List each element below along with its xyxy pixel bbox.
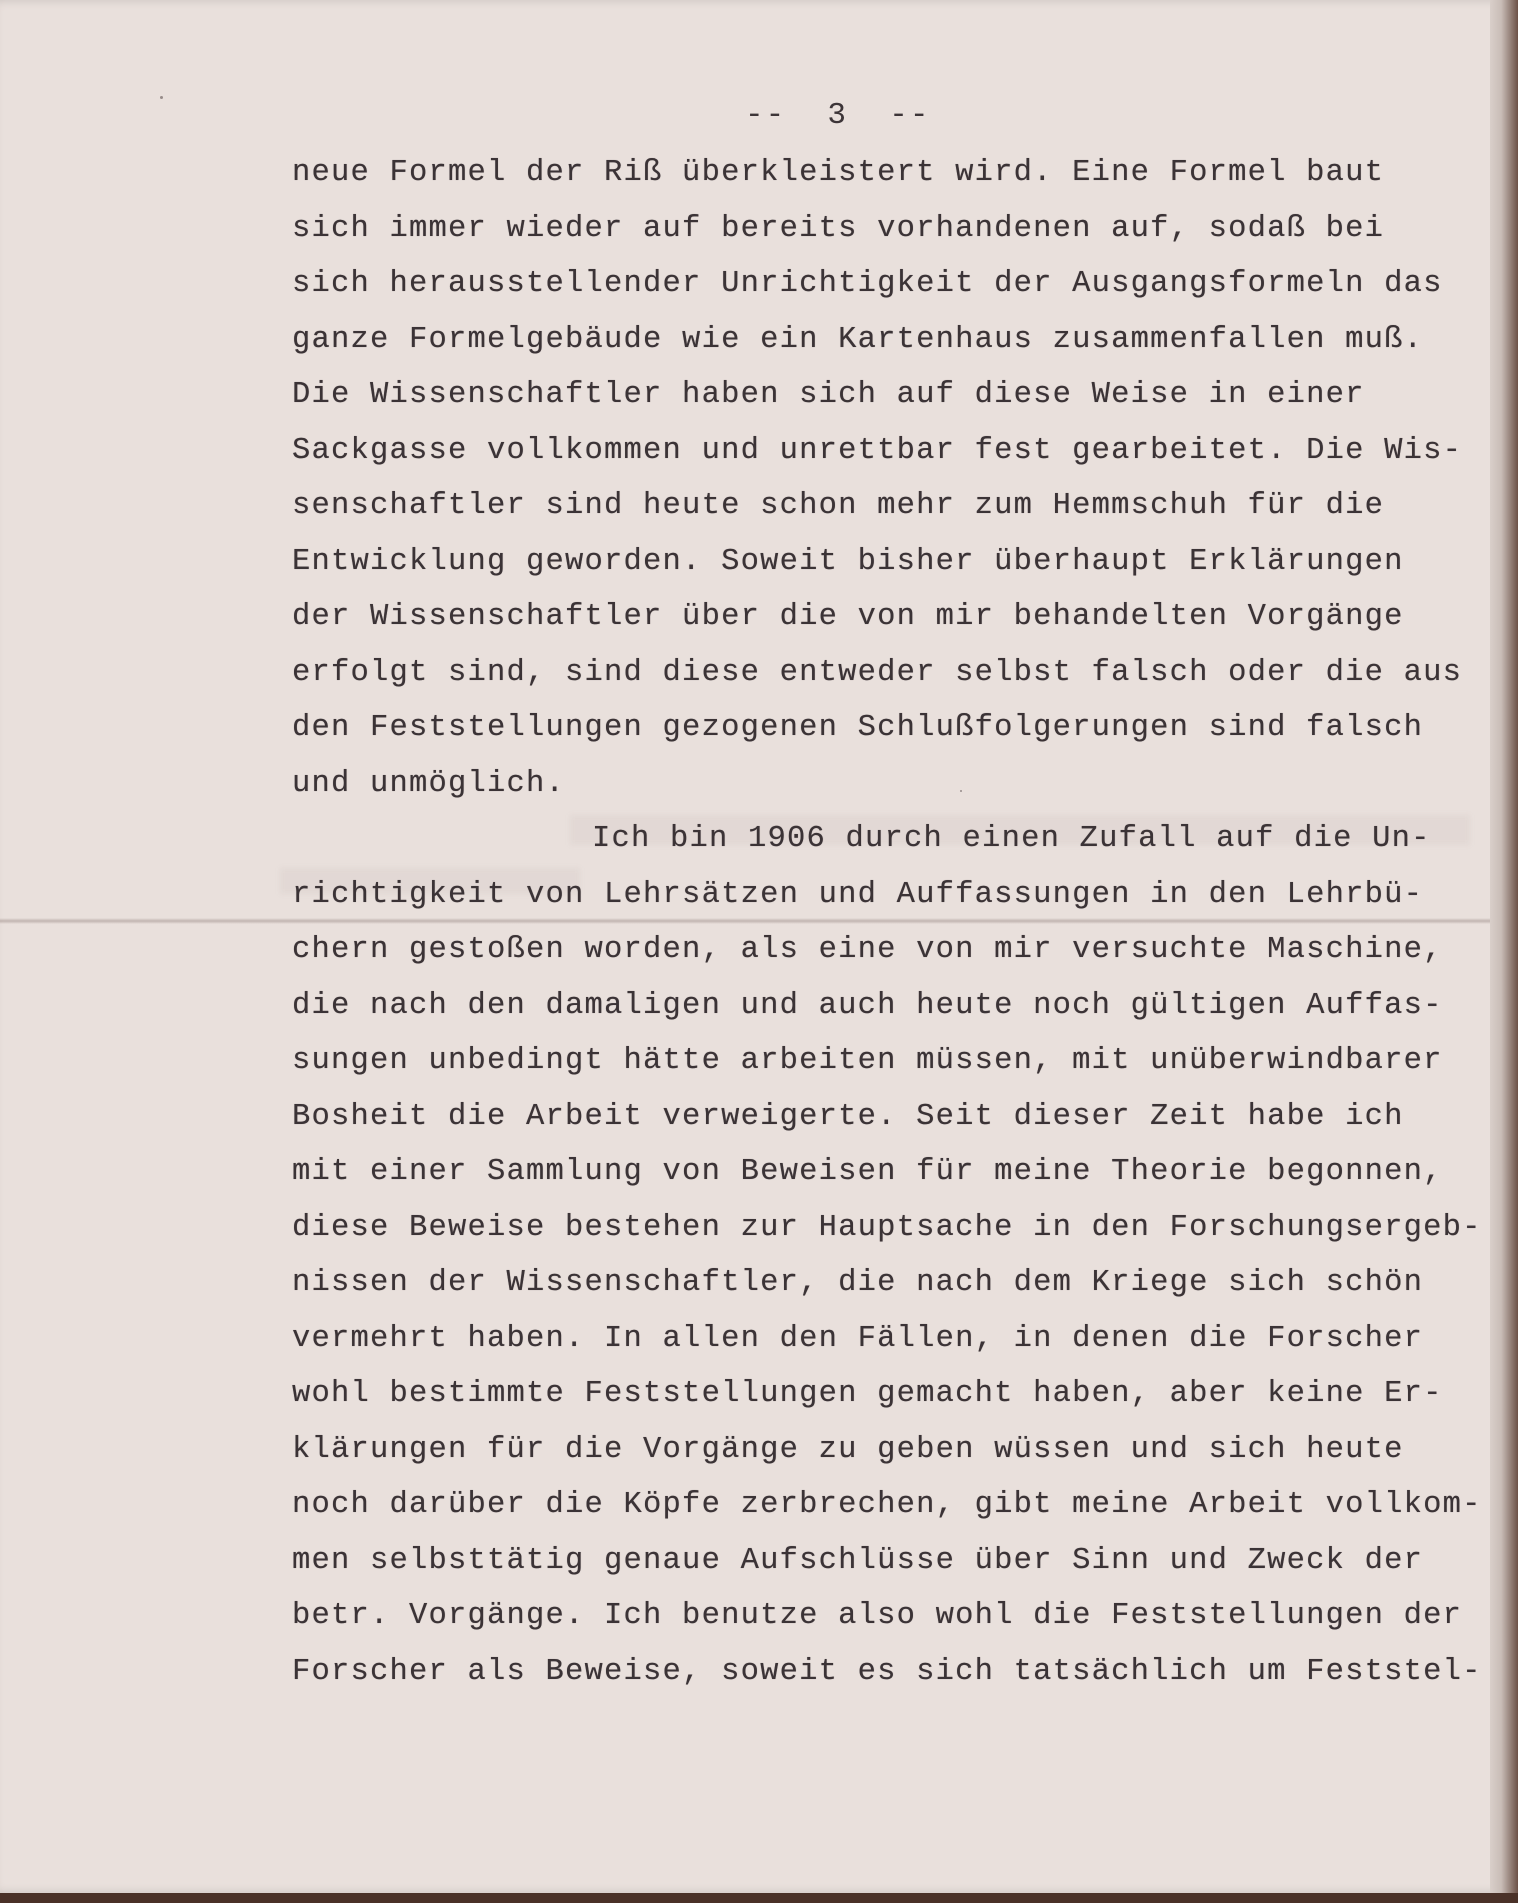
text-line: wohl bestimmte Feststellungen gemacht haben, aber keine Er- — [292, 1377, 1443, 1411]
text-line: senschaftler sind heute schon mehr zum Hemmschuh für die — [292, 489, 1385, 523]
text-line: richtigkeit von Lehrsätzen und Auffassungen in den Lehrbü- — [292, 877, 1424, 912]
text-line: Forscher als Beweise, soweit es sich tatsächlich um Feststel- — [292, 1654, 1482, 1689]
text-line: erfolgt sind, sind diese entweder selbst falsch oder die aus — [292, 655, 1463, 690]
text-line: diese Beweise bestehen zur Hauptsache in den Forschungsergeb- — [292, 1210, 1482, 1245]
page-edge — [1490, 0, 1518, 1893]
text-line: ganze Formelgebäude wie ein Kartenhaus zusammenfallen muß. — [292, 322, 1424, 357]
text-line: Entwicklung geworden. Soweit bisher überhaupt Erklärungen — [292, 544, 1404, 579]
text-line: sungen unbedingt hätte arbeiten müssen, mit unüberwindbarer — [292, 1044, 1443, 1078]
text-line: die nach den damaligen und auch heute noch gültigen Auffas- — [292, 988, 1443, 1023]
text-line: der Wissenschaftler über die von mir behandelten Vorgänge — [292, 600, 1404, 634]
text-line: neue Formel der Riß überkleistert wird. Eine Formel baut — [292, 156, 1385, 190]
text-line: betr. Vorgänge. Ich benutze also wohl die Feststellungen der — [292, 1599, 1463, 1633]
text-line: mit einer Sammlung von Beweisen für meine Theorie begonnen, — [292, 1155, 1443, 1189]
paper-speck — [160, 96, 163, 99]
text-line: noch darüber die Köpfe zerbrechen, gibt meine Arbeit vollkom- — [292, 1488, 1482, 1522]
text-line: nissen der Wissenschaftler, die nach dem Kriege sich schön — [292, 1266, 1424, 1300]
text-line: vermehrt haben. In allen den Fällen, in denen die Forscher — [292, 1321, 1424, 1356]
text-line: chern gestoßen worden, als eine von mir versuchte Maschine, — [292, 933, 1443, 967]
page-number: -- 3 -- — [745, 98, 931, 133]
text-line: Bosheit die Arbeit verweigerte. Seit dieser Zeit habe ich — [292, 1099, 1404, 1134]
text-line: sich herausstellender Unrichtigkeit der Ausgangsformeln das — [292, 267, 1443, 301]
text-line: und unmöglich. — [292, 766, 566, 801]
text-line: klärungen für die Vorgänge zu geben wüssen und sich heute — [292, 1432, 1404, 1467]
text-line: Sackgasse vollkommen und unrettbar fest gearbeitet. Die Wis- — [292, 433, 1463, 468]
text-line: men selbsttätig genaue Aufschlüsse über Sinn und Zweck der — [292, 1543, 1424, 1578]
body-text — [292, 146, 1492, 1700]
text-line: den Feststellungen gezogenen Schlußfolgerungen sind falsch — [292, 711, 1424, 745]
text-line: Ich bin 1906 durch einen Zufall auf die Un- — [592, 822, 1431, 856]
text-line: sich immer wieder auf bereits vorhandenen auf, sodaß bei — [292, 211, 1385, 246]
text-line: Die Wissenschaftler haben sich auf diese Weise in einer — [292, 378, 1365, 412]
paper-speck — [960, 790, 962, 792]
